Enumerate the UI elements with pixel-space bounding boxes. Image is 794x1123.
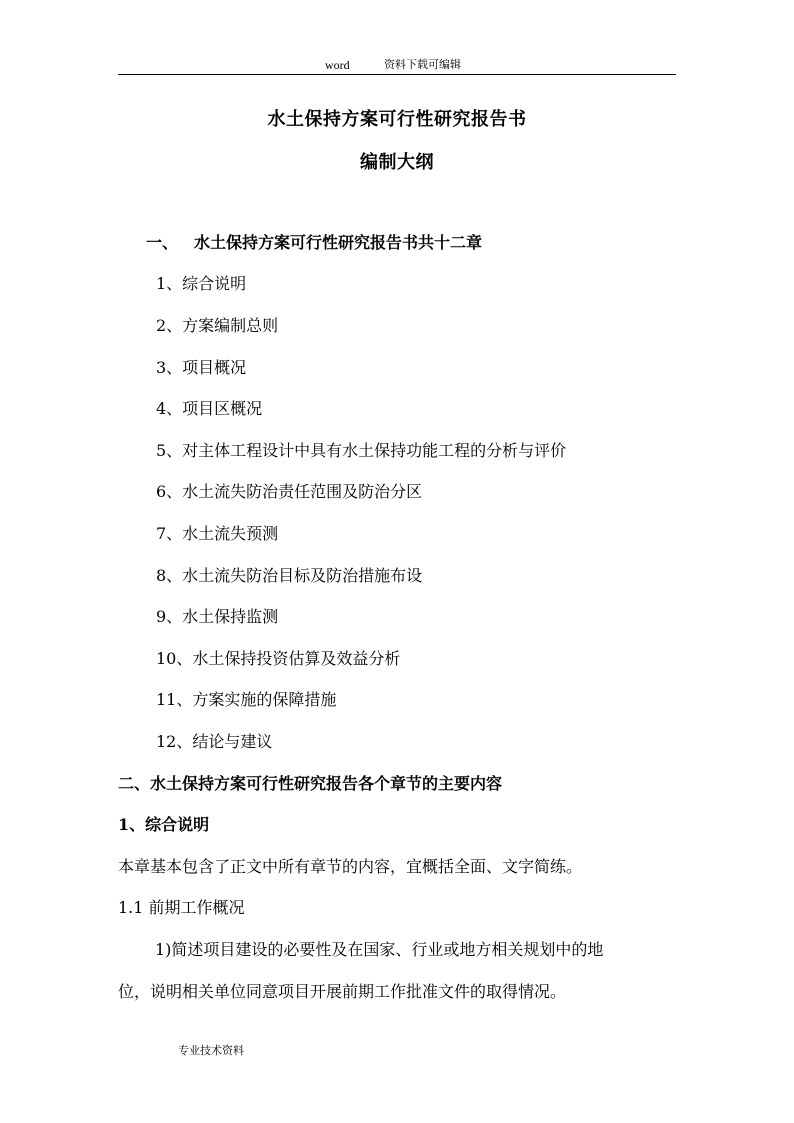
toc-item: 10、水土保持投资估算及效益分析	[156, 649, 401, 668]
subsection-heading: 1、综合说明	[118, 815, 210, 834]
section-heading-2: 二、水土保持方案可行性研究报告各个章节的主要内容	[118, 774, 503, 793]
toc-item: 2、方案编制总则	[156, 316, 279, 335]
section-heading-1	[146, 232, 482, 254]
toc-item: 11、方案实施的保障措施	[156, 690, 337, 709]
sub-subsection-heading: 1.1 前期工作概况	[118, 898, 245, 917]
page-footer: 专业技术资料	[178, 1044, 244, 1057]
toc-item: 7、水土流失预测	[156, 524, 279, 543]
toc-item: 5、对主体工程设计中具有水土保持功能工程的分析与评价	[156, 441, 567, 460]
document-title: 水土保持方案可行性研究报告书	[267, 109, 527, 130]
intro-paragraph: 本章基本包含了正文中所有章节的内容，宜概括全面、文字简练。	[118, 857, 583, 876]
page-header	[118, 56, 676, 75]
body-paragraph-line-1: 1)简述项目建设的必要性及在国家、行业或地方相关规划中的地	[155, 940, 604, 959]
toc-item: 12、结论与建议	[156, 732, 273, 751]
header-download-label: 资料下载可编辑	[384, 58, 461, 71]
section-heading-1-number: 一、	[146, 233, 179, 252]
toc-item: 1、综合说明	[156, 274, 247, 293]
toc-item: 8、水土流失防治目标及防治措施布设	[156, 566, 423, 585]
toc-item: 4、项目区概况	[156, 399, 263, 418]
toc-item: 9、水土保持监测	[156, 607, 279, 626]
header-word-label: word	[325, 58, 350, 72]
toc-item: 6、水土流失防治责任范围及防治分区	[156, 482, 423, 501]
toc-item: 3、项目概况	[156, 358, 247, 377]
document-subtitle: 编制大纲	[360, 152, 434, 173]
body-paragraph-line-2: 位，说明相关单位同意项目开展前期工作批准文件的取得情况。	[118, 982, 567, 1001]
section-heading-1-text: 水土保持方案可行性研究报告书共十二章	[194, 233, 483, 252]
